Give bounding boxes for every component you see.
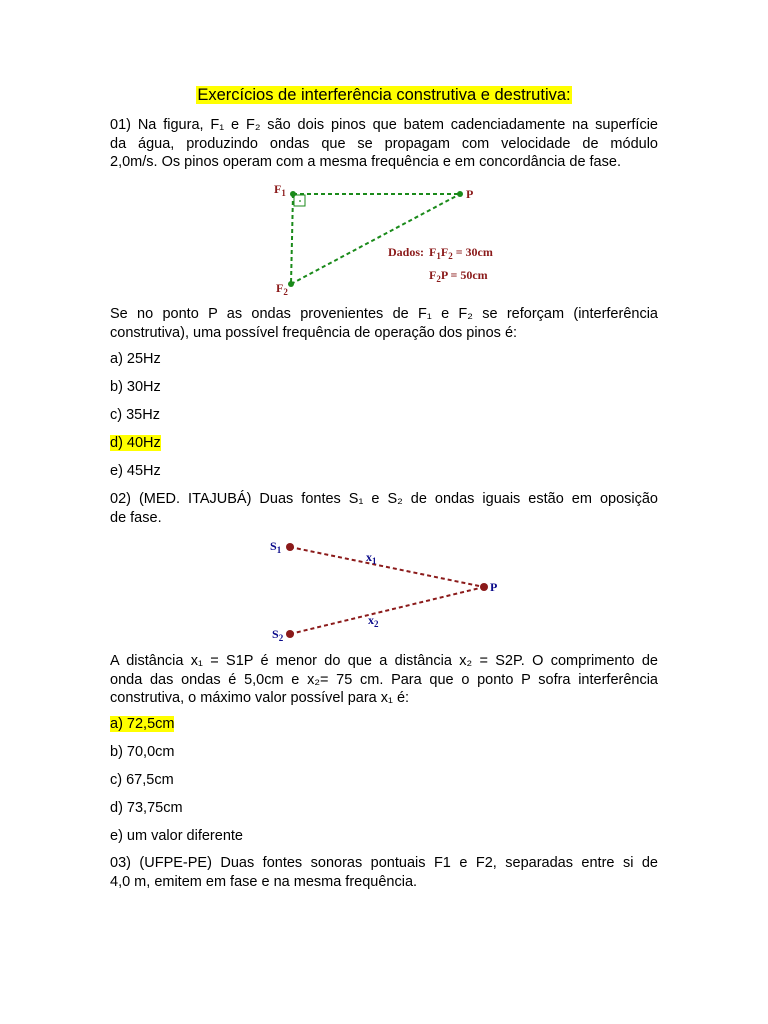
q2-option-d: d) 73,75cm xyxy=(110,800,183,816)
highlighted-answer: a) 72,5cm xyxy=(110,716,175,732)
page-title-text: Exercícios de interferência construtiva e destrutiva: xyxy=(197,86,571,104)
q1-intro-line: da água, produzindo ondas que se propagam com velocidade de módulo xyxy=(110,135,658,152)
highlighted-answer: d) 40Hz xyxy=(110,435,161,451)
q1-intro xyxy=(110,116,658,172)
label-p: P xyxy=(490,580,498,594)
label-x2: $x_2$ xyxy=(368,613,379,629)
s2-p-line xyxy=(290,587,484,634)
q1-intro-line: 2,0m/s. Os pinos operam com a mesma frequência e em concordância de fase. xyxy=(110,154,621,170)
page-title xyxy=(0,86,768,105)
q2-intro-line: 02) (MED. ITAJUBÁ) Duas fontes S₁ e S₂ de ondas iguais estão em oposição xyxy=(110,491,658,507)
point-f1 xyxy=(290,191,296,197)
point-s1 xyxy=(286,543,294,551)
s1-p-line xyxy=(290,547,484,587)
q1-intro-line: 01) Na figura, F₁ e F₂ são dois pinos que batem cadenciadamente na superfície xyxy=(110,117,658,133)
q1-option-b: b) 30Hz xyxy=(110,379,161,395)
q1-question xyxy=(110,305,658,342)
q2-question xyxy=(110,652,658,708)
q3-intro-line: 4,0 m, emitem em fase e na mesma frequência. xyxy=(110,873,418,890)
q3-intro-line: 03) (UFPE-PE) Duas fontes sonoras pontuais F1 e F2, separadas entre si de xyxy=(110,855,658,871)
label-f1: $F_1$ xyxy=(274,182,286,198)
point-f2 xyxy=(288,281,294,287)
f1-f2-line xyxy=(291,194,293,284)
q1-option-c: c) 35Hz xyxy=(110,407,160,423)
q1-question-line: construtiva), uma possível frequência de operação dos pinos é: xyxy=(110,324,518,341)
q1-option-d xyxy=(110,434,161,452)
q2-option-e: e) um valor diferente xyxy=(110,828,243,844)
q2-intro-line: de fase. xyxy=(110,509,162,526)
q2-question-line: construtiva, o máximo valor possível para x₁ é: xyxy=(110,690,410,706)
q1-figure xyxy=(270,178,510,298)
label-s1: $S_1$ xyxy=(270,539,282,555)
dados-line-2: $F_2P = 50cm$ xyxy=(429,268,488,284)
q2-option-a xyxy=(110,715,174,733)
q2-option-b: b) 70,0cm xyxy=(110,744,175,760)
q1-option-e: e) 45Hz xyxy=(110,463,161,479)
q1-option-a: a) 25Hz xyxy=(110,351,161,367)
label-p: P xyxy=(466,187,474,201)
q2-question-line: A distância x₁ = S1P é menor do que a distância x₂ = S2P. O comprimento de xyxy=(110,653,658,669)
right-angle-dot xyxy=(299,200,301,202)
q3-intro xyxy=(110,854,658,891)
point-p xyxy=(480,583,488,591)
q2-intro xyxy=(110,490,658,527)
q1-question-line: Se no ponto P as ondas provenientes de F₁ e F₂ se reforçam (interferência xyxy=(110,306,658,322)
q2-question-line: onda das ondas é 5,0cm e x₂= 75 cm. Para que o ponto P sofra interferência xyxy=(110,671,658,688)
dados-line-1: Dados: $F_1F_2 = 30cm$ xyxy=(388,245,493,261)
q2-option-c: c) 67,5cm xyxy=(110,772,174,788)
point-s2 xyxy=(286,630,294,638)
q2-figure xyxy=(268,534,508,644)
label-f2: $F_2$ xyxy=(276,281,288,297)
label-x1: $x_1$ xyxy=(366,550,377,566)
label-s2: $S_2$ xyxy=(272,627,284,643)
point-p xyxy=(457,191,463,197)
